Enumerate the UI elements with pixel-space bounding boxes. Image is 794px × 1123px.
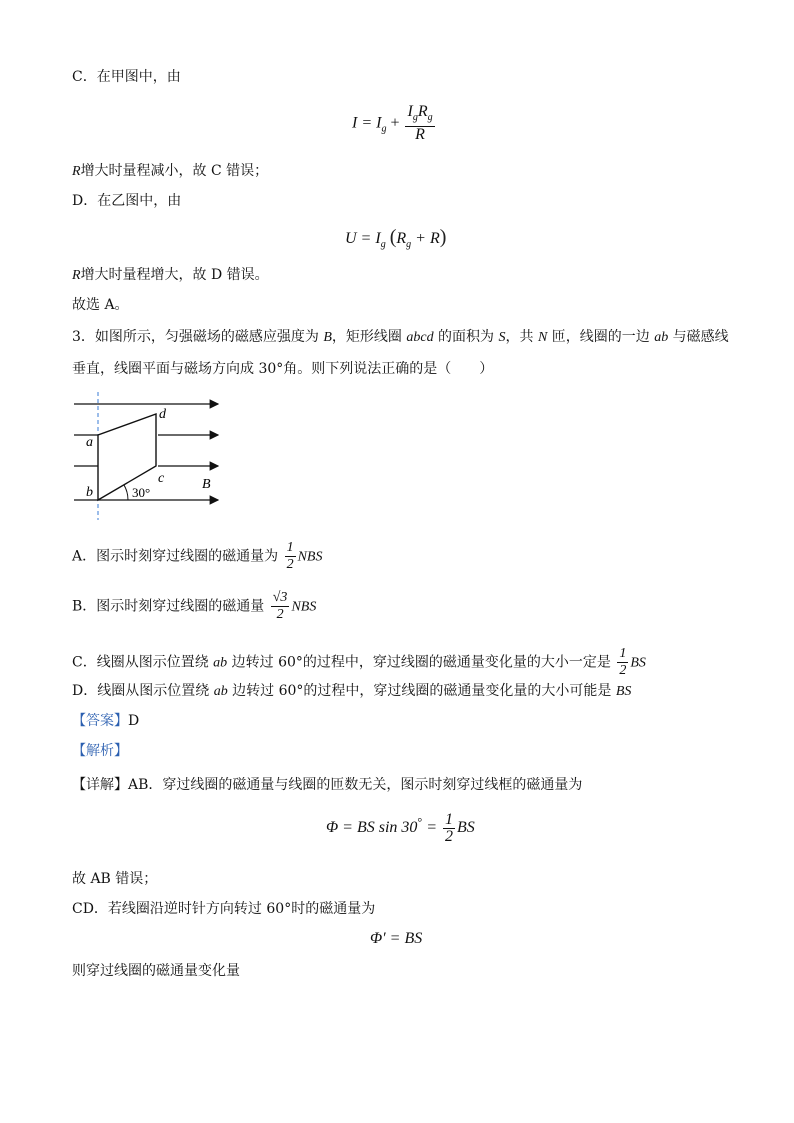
delta-text: 则穿过线圈的磁通量变化量: [72, 963, 240, 979]
choose-answer: 故选 A。: [72, 297, 129, 313]
d-intro: D．在乙图中，由: [72, 193, 182, 209]
angle-arc: [124, 485, 128, 500]
cd-text: CD．若线圈沿逆时针方向转过 60°时的磁通量为: [72, 901, 376, 917]
label-c: c: [158, 471, 165, 486]
equation-voltage: $U = I_g$ $(R_g + R)$: [345, 226, 447, 251]
equation-current: $I = I_g$ + $\frac{I_gR_g}{R}$: [352, 103, 433, 144]
equation-flux-prime: Φ′ = BS: [370, 930, 423, 947]
label-a: a: [86, 435, 93, 450]
c-result: R增大时量程减小，故 C 错误；: [72, 163, 269, 179]
answer-line: [72, 712, 139, 730]
answer-value: D: [128, 713, 140, 729]
c-intro: C．在甲图中，由: [72, 69, 181, 85]
magnetic-field-figure: [70, 390, 230, 522]
label-b: b: [86, 485, 93, 500]
option-b: B．图示时刻穿过线圈的磁通量 $\frac{√3}{2}$ NBS: [72, 590, 317, 622]
detail-line: 【详解】AB．穿过线圈的磁通量与线圈的匝数无关，图示时刻穿过线框的磁通量为: [72, 777, 583, 793]
question-3-line1: 3．如图所示，匀强磁场的磁感应强度为 B，矩形线圈 abcd 的面积为 S，共 N 匝，线圈的一边 ab 与磁感线: [72, 329, 729, 345]
option-a: A．图示时刻穿过线圈的磁通量为 $\frac{1}{2}$ NBS: [72, 540, 323, 572]
option-c: C．线圈从图示位置绕 ab 边转过 60°的过程中，穿过线圈的磁通量变化量的大小一定是 $\frac{1}{2}$ BS: [72, 646, 646, 678]
answer-tag: 【答案】: [72, 713, 128, 729]
question-3-line2: 垂直，线圈平面与磁场方向成 30°角。则下列说法正确的是（ ）: [72, 361, 494, 377]
label-d: d: [159, 407, 166, 422]
analysis-tag: 【解析】: [72, 743, 128, 759]
option-d: D．线圈从图示位置绕 ab 边转过 60°的过程中，穿过线圈的磁通量变化量的大小可能是 BS: [72, 683, 632, 699]
d-result: R增大时量程增大，故 D 错误。: [72, 267, 269, 283]
ab-wrong: 故 AB 错误；: [72, 871, 158, 887]
label-field-B: B: [202, 477, 211, 492]
label-angle: 30°: [132, 485, 151, 500]
equation-flux: Φ = BS sin 30° = $\frac{1}{2}$ BS: [326, 811, 475, 845]
